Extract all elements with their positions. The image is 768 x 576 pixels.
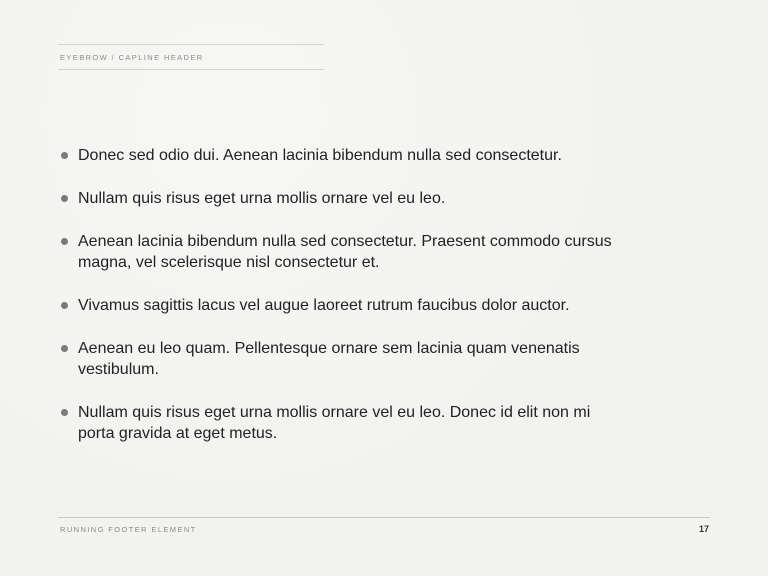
footer-rule <box>58 517 710 518</box>
header-rule-top <box>58 44 324 45</box>
bullet-text: Nullam quis risus eget urna mollis ornare vel eu leo. Donec id elit non mi porta gravida at eget metus. <box>78 404 591 442</box>
page-number: 17 <box>698 524 709 534</box>
bullet-item <box>60 295 620 316</box>
bullet-dot-icon <box>61 195 68 202</box>
bullet-list <box>60 145 620 466</box>
bullet-dot-icon <box>61 345 68 352</box>
bullet-item <box>60 231 620 273</box>
bullet-text: Nullam quis risus eget urna mollis ornare vel eu leo. <box>78 190 446 207</box>
bullet-dot-icon <box>61 152 68 159</box>
bullet-text: Vivamus sagittis lacus vel augue laoreet rutrum faucibus dolor auctor. <box>78 297 570 314</box>
bullet-item <box>60 338 620 380</box>
bullet-dot-icon <box>61 238 68 245</box>
bullet-item <box>60 145 620 166</box>
bullet-item <box>60 402 620 444</box>
bullet-dot-icon <box>61 302 68 309</box>
bullet-dot-icon <box>61 409 68 416</box>
header-rule-bottom <box>58 69 324 70</box>
bullet-item <box>60 188 620 209</box>
eyebrow-header: EYEBROW / CAPLINE HEADER <box>60 53 204 62</box>
running-footer: RUNNING FOOTER ELEMENT <box>60 525 197 534</box>
bullet-text: Aenean eu leo quam. Pellentesque ornare sem lacinia quam venenatis vestibulum. <box>78 340 580 378</box>
bullet-text: Donec sed odio dui. Aenean lacinia bibendum nulla sed consectetur. <box>78 147 562 164</box>
bullet-text: Aenean lacinia bibendum nulla sed consectetur. Praesent commodo cursus magna, vel scelerisque nisl consectetur et. <box>78 233 612 271</box>
